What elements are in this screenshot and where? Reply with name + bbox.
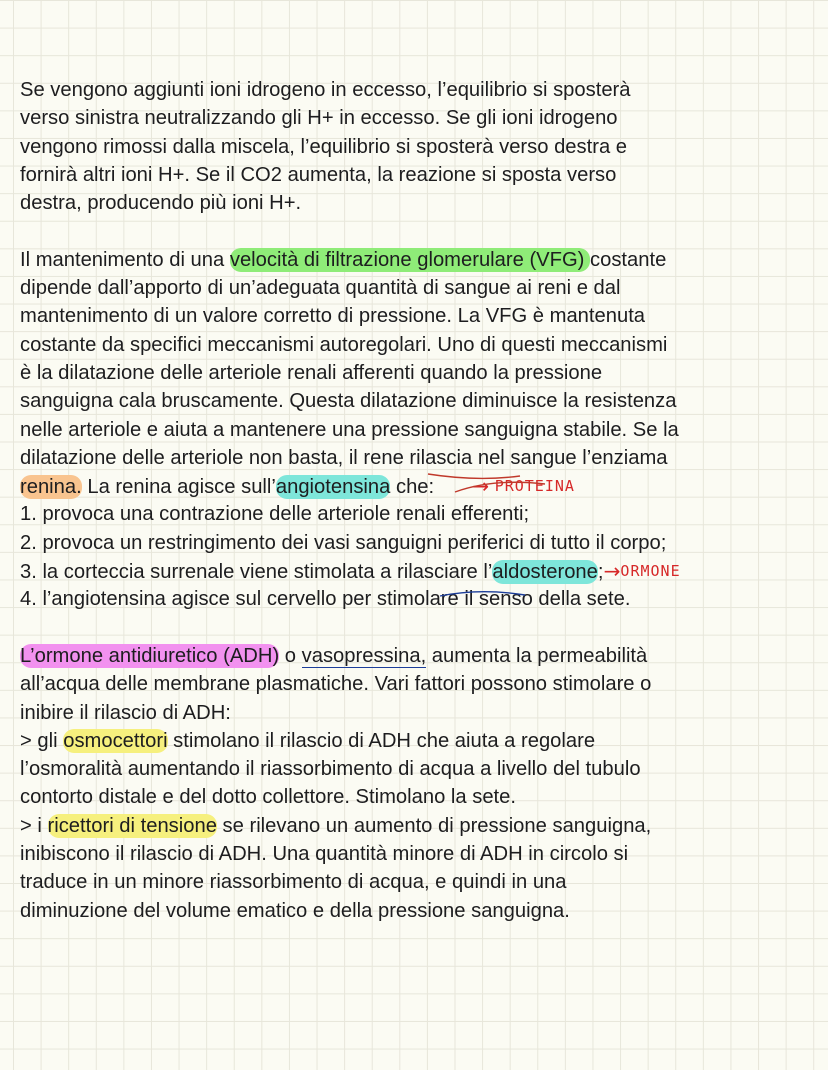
text-line: verso sinistra neutralizzando gli H+ in eccesso. Se gli ioni idrogeno [20,107,618,130]
text-line: nelle arteriole e aiuta a mantenere una pressione sanguigna stabile. Se la [20,418,679,441]
text-line: dilatazione delle arteriole non basta, il rene rilascia nel sangue l’enziama [20,446,668,469]
arrow-icon: → [472,474,490,499]
text-line: diminuzione del volume ematico e della pressione sanguigna. [20,899,570,922]
highlight-vfg: velocità di filtrazione glomerulare (VFG) [229,248,591,271]
text-line: Se vengono aggiunti ioni idrogeno in eccesso, l’equilibrio si sposterà [20,79,631,101]
arrow-icon: → [603,559,621,584]
text-line [20,812,820,840]
text-line: contorto distale e del dotto collettore. Stimolano la sete. [20,786,517,809]
text-line [20,246,820,274]
text-line: inibiscono il rilascio di ADH. Una quantità minore di ADH in circolo si [20,843,629,866]
highlight-renina: renina. [20,476,82,499]
list-item: 4. l’angiotensina agisce sul cervello per stimolare il senso della sete. [20,588,631,611]
text-run: aumenta la permeabilità [426,644,648,667]
text-line: destra, producendo più ioni H+. [20,192,302,215]
text-line [20,472,820,500]
highlight-osmocettori: osmocettori [63,729,168,752]
paragraph-adh [20,642,820,925]
text-line: fornirà altri ioni H+. Se il CO2 aumenta, la reazione si sposta verso [20,163,617,186]
text-line: dipende dall’apporto di un’adeguata quantità di sangue ai reni e dal [20,277,621,300]
highlight-angiotensina: angiotensina [275,476,391,499]
paragraph-vfg [20,246,820,614]
text-line: costante da specifici meccanismi autoregolari. Uno di questi meccanismi [20,333,668,356]
text-run: se rilevano un aumento di pressione sanguigna, [216,814,652,837]
highlight-aldosterone: aldosterone [492,561,598,584]
handwritten-annotation-proteina: PROTEINA [494,477,575,496]
text-run: La renina agisce sull’ [81,476,276,499]
underline-vasopressina: vasopressina, [301,644,427,667]
text-line: sanguigna cala bruscamente. Questa dilatazione diminuisce la resistenza [20,390,677,413]
highlight-ricettori-tensione: ricettori di tensione [47,814,217,837]
handwritten-annotation-ormone: ORMONE [620,562,681,581]
text-line: l’osmoralità aumentando il riassorbimento di acqua a livello del tubulo [20,758,641,781]
text-run: ; [597,561,604,584]
text-run: stimolano il rilascio di ADH che aiuta a regolare [167,729,596,752]
text-run: 3. la corteccia surrenale viene stimolata a rilasciare l’ [20,561,493,584]
text-line: vengono rimossi dalla miscela, l’equilibrio si sposterà verso destra e [20,135,628,158]
text-line: è la dilatazione delle arteriole renali afferenti quando la pressione [20,361,603,384]
paragraph-ph-buffer [20,76,820,217]
text-run: Il mantenimento di una [20,248,230,271]
text-run: che: [390,476,435,499]
text-run: o [279,644,302,667]
text-line [20,642,820,670]
text-line [20,727,820,755]
list-item [20,557,820,585]
text-run: > i [20,814,48,837]
text-line: mantenimento di un valore corretto di pressione. La VFG è mantenuta [20,305,646,328]
note-page [20,76,820,925]
text-line: traduce in un minore riassorbimento di acqua, e quindi in una [20,871,567,894]
list-item: 2. provoca un restringimento dei vasi sanguigni periferici di tutto il corpo; [20,531,667,554]
list-item: 1. provoca una contrazione delle arteriole renali efferenti; [20,503,530,526]
text-run: > gli [20,729,64,752]
text-line: inibire il rilascio di ADH: [20,701,231,724]
text-run: costante [590,248,667,271]
text-line: all’acqua delle membrane plasmatiche. Vari fattori possono stimolare o [20,673,652,696]
highlight-adh: L’ormone antidiuretico (ADH) [20,644,280,667]
